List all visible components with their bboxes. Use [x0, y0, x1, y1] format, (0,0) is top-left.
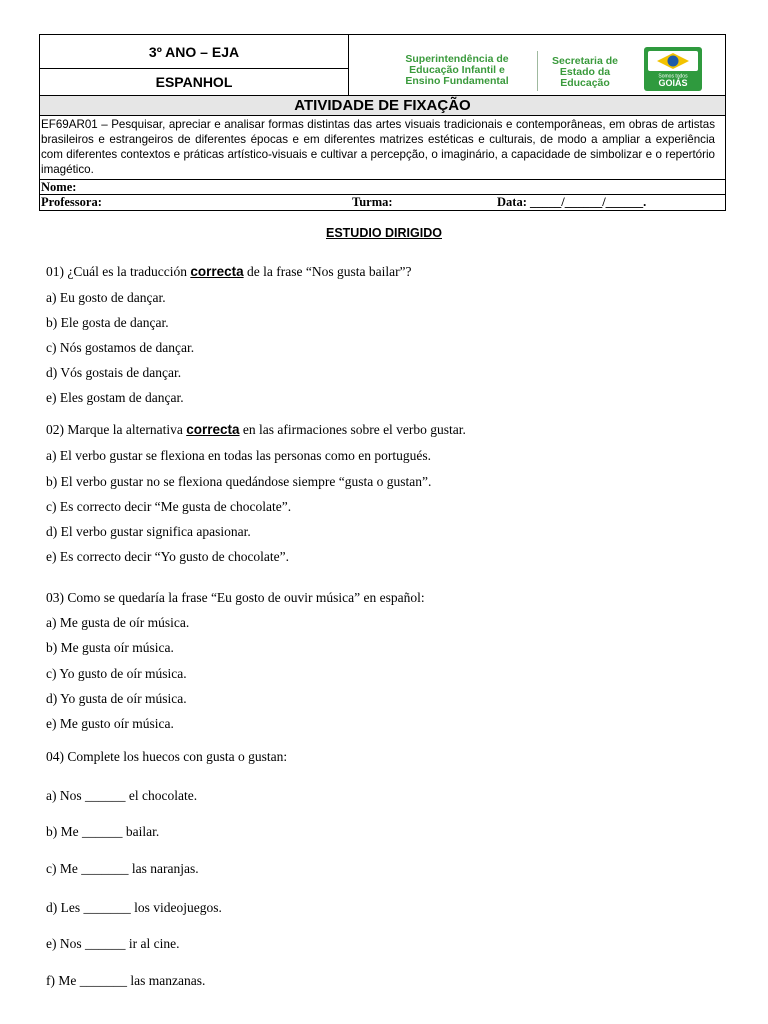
teacher-row[interactable]: [40, 195, 725, 210]
question-2-option-e: e) Es correcto decir “Yo gusto de chocolate”.: [46, 549, 290, 564]
correcta-highlight: correcta: [186, 422, 240, 437]
question-4-item-e: e) Nos ______ ir al cine.: [46, 936, 180, 951]
grade-label: 3º ANO – EJA: [40, 35, 348, 69]
question-4-item-d: d) Les _______ los videojuegos.: [46, 900, 222, 915]
question-3-stem: 03) Como se quedaría la frase “Eu gosto de ouvir música” en español:: [46, 590, 425, 605]
teacher-label: Professora:: [41, 195, 102, 209]
question-4-item-b: b) Me ______ bailar.: [46, 824, 160, 839]
goias-tagline: Somos todos: [658, 73, 688, 80]
question-4-item-c: c) Me _______ las naranjas.: [46, 861, 199, 876]
superintendencia-logo-text: Superintendência de Educação Infantil e Ensino Fundamental: [405, 53, 509, 87]
question-3-option-b: b) Me gusta oír música.: [46, 640, 174, 655]
section-title: ESTUDIO DIRIGIDO: [326, 226, 442, 240]
name-field[interactable]: [40, 180, 725, 195]
question-2-option-a: a) El verbo gustar se flexiona en todas las personas como en portugués.: [46, 448, 432, 463]
header-table: [39, 34, 726, 211]
question-1-option-a: a) Eu gosto de dançar.: [46, 290, 166, 305]
question-1-option-c: c) Nós gostamos de dançar.: [46, 340, 195, 355]
logos: [349, 35, 725, 95]
subject-label: ESPANHOL: [155, 74, 233, 90]
class-label: Turma:: [352, 195, 393, 209]
question-2-option-c: c) Es correcto decir “Me gusta de chocolate”.: [46, 499, 292, 514]
page-title: ATIVIDADE DE FIXAÇÃO: [40, 96, 725, 116]
question-4-item-f: f) Me _______ las manzanas.: [46, 973, 206, 988]
question-3-option-c: c) Yo gusto de oír música.: [46, 666, 187, 681]
goias-logo-icon: [644, 47, 702, 91]
question-3-option-a: a) Me gusta de oír música.: [46, 615, 190, 630]
question-2-option-b: b) El verbo gustar no se flexiona quedándose siempre “gusta o gustan”.: [46, 474, 432, 489]
question-4-item-a: a) Nos ______ el chocolate.: [46, 788, 198, 803]
skill-description: EF69AR01 – Pesquisar, apreciar e analisar formas distintas das artes visuais tradicionais e contemporâneas, em obras de artistas brasileiros e estrangeiros de diferentes épocas e em diferentes matrizes estéticas e culturais, de modo a ampliar a experiência com diferentes contextos e práticas artístico-visuais e cultivar a percepção, o imaginário, a capacidade de simbolizar e o repertório imagético.: [40, 116, 725, 180]
question-2-stem: 02) Marque la alternativa correcta en las afirmaciones sobre el verbo gustar.: [46, 422, 466, 437]
goias-wordmark: GOIÁS: [658, 78, 688, 88]
question-1-stem: 01) ¿Cuál es la traducción correcta de la frase “Nos gusta bailar”?: [46, 264, 412, 279]
secretaria-logo-text: Secretaria de Estado da Educação: [552, 55, 618, 89]
correcta-highlight: correcta: [190, 264, 244, 279]
question-1-option-b: b) Ele gosta de dançar.: [46, 315, 169, 330]
name-label: Nome:: [41, 180, 77, 194]
question-1-option-e: e) Eles gostam de dançar.: [46, 390, 184, 405]
question-4-stem: 04) Complete los huecos con gusta o gustan:: [46, 749, 288, 764]
question-3-option-e: e) Me gusto oír música.: [46, 716, 174, 731]
question-1-option-d: d) Vós gostais de dançar.: [46, 365, 182, 380]
question-2-option-d: d) El verbo gustar significa apasionar.: [46, 524, 251, 539]
date-label: Data: _____/______/______.: [497, 195, 647, 209]
question-3-option-d: d) Yo gusta de oír música.: [46, 691, 187, 706]
